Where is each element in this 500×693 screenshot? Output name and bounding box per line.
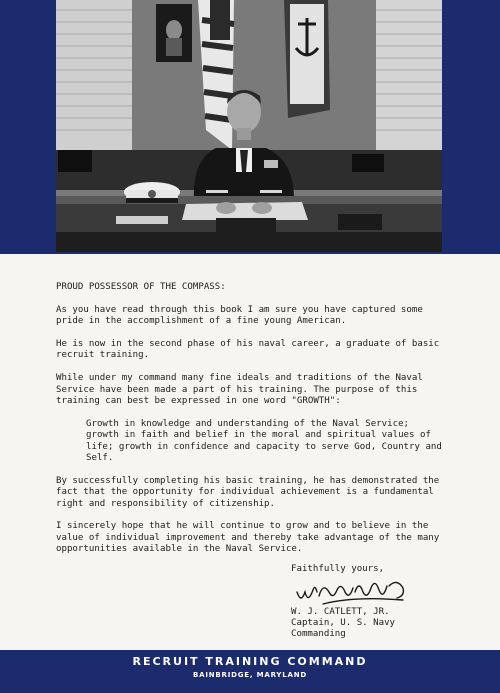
signer-rank: Captain, U. S. Navy: [291, 618, 396, 629]
commander-photo: [56, 0, 442, 252]
footer-subtitle: BAINBRIDGE, MARYLAND: [193, 671, 307, 679]
footer-title: RECRUIT TRAINING COMMAND: [132, 655, 368, 668]
signer-name: W. J. CATLETT, JR.: [291, 607, 390, 617]
letter-paragraph: While under my command many fine ideals and traditions of the Naval Service have been made a part of his training. The purpose of this training can best be expressed in one word "GROWTH":: [56, 373, 423, 407]
letter-salutation: PROUD POSSESSOR OF THE COMPASS:: [56, 282, 226, 292]
letter-paragraph: By successfully completing his basic training, he has demonstrated the fact that the opportunity for individual achievement is a fundamental right and responsibility of citizenship.: [56, 475, 440, 509]
signature-block: [291, 607, 395, 641]
letter-paper: [0, 254, 500, 650]
footer-band: [0, 650, 500, 693]
handwritten-signature: [293, 570, 413, 610]
letter-growth-paragraph: Growth in knowledge and understanding of the Naval Service; growth in faith and belief in the moral and spiritual values of life; growth in confidence and capacity to serve God, Country and Self.: [86, 418, 442, 464]
letter-paragraph: He is now in the second phase of his naval career, a graduate of basic recruit training.: [56, 339, 440, 361]
signer-role: Commanding: [291, 629, 346, 640]
letter-paragraph: I sincerely hope that he will continue to grow and to believe in the value of individual improvement and thereby take advantage of the many opportunities available in the Naval Service.: [56, 521, 440, 555]
letter-body: [56, 282, 448, 567]
letter-paragraph: As you have read through this book I am sure you have captured some pride in the accomplishment of a fine young American.: [56, 304, 423, 327]
letter-closing: Faithfully yours,: [291, 564, 385, 574]
